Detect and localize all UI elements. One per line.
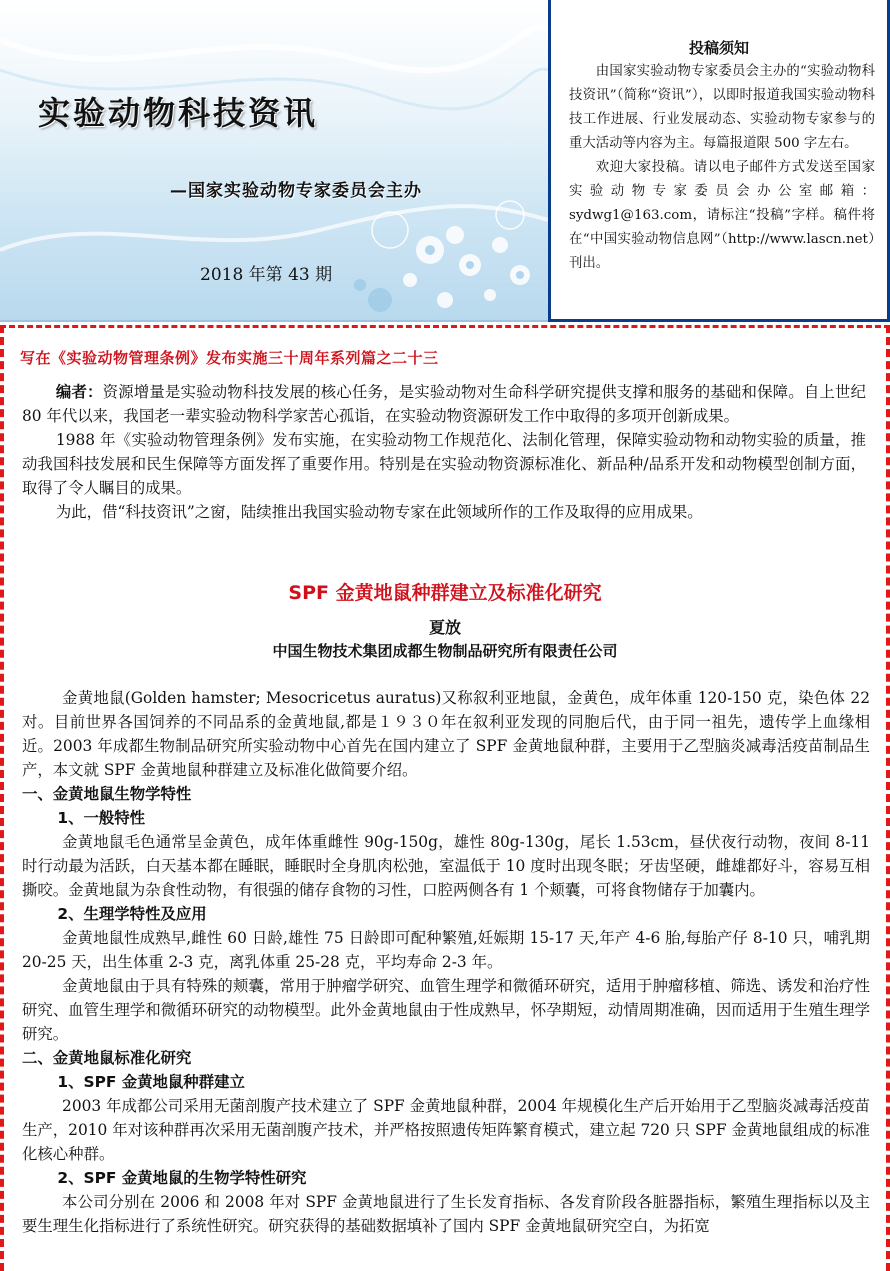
notice-paragraph: 欢迎大家投稿。请以电子邮件方式发送至国家实验动物专家委员会办公室邮箱：sydwg1@163.com，请标注“投稿”字样。稿件将在“中国实验动物信息网”（http://www.lascn.net）刊出。 (569, 160, 875, 271)
subsection-heading: 1、一般特性 (57, 809, 146, 827)
notice-paragraph: 由国家实验动物专家委员会主办的“实验动物科技资讯”（简称“资讯”），以即时报道我国实验动物科技工作进展、行业发展动态、实验动物专家参与的重大活动等内容为主。每篇报道限 500 字左右。 (569, 64, 875, 151)
article-title: SPF 金黄地鼠种群建立及标准化研究 (288, 582, 602, 604)
article-author: 夏放 (428, 618, 461, 637)
editor-note (22, 380, 866, 524)
article-paragraph: 金黄地鼠由于具有特殊的颊囊，常用于肿瘤学研究、血管生理学和微循环研究，适用于肿瘤移植、筛选、诱发和治疗性研究、血管生理学和微循环研究的动物模型。此外金黄地鼠由于性成熟早，怀孕期短，动情周期准确，因而适用于生殖生理学研究。 (22, 977, 870, 1043)
notice-heading: 投稿须知 (688, 39, 749, 57)
article-paragraph: 金黄地鼠毛色通常呈金黄色，成年体重雌性 90g-150g，雄性 80g-130g，尾长 1.53cm，昼伏夜行动物，夜间 8-11 时行动最为活跃，白天基本都在睡眠，睡眠时全身肌肉松弛，室温低于 10 度时出现冬眠；牙齿坚硬，雌雄都好斗，容易互相撕咬。金黄地鼠为杂食性动物，有很强的储存食物的习性，口腔两侧各有 1 个颊囊，可将食物储存于加囊内。 (22, 833, 870, 899)
notice-body (569, 60, 875, 276)
editor-paragraph (22, 380, 866, 428)
editor-paragraph: 1988 年《实验动物管理条例》发布实施，在实验动物工作规范化、法制化管理，保障实验动物和动物实验的质量，推动我国科技发展和民生保障等方面发挥了重要作用。特别是在实验动物资源标准化、新品种/品系开发和动物模型创制方面，取得了令人瞩目的成果。 (22, 431, 866, 497)
section-heading: 一、金黄地鼠生物学特性 (22, 785, 192, 803)
article-paragraph: 2003 年成都公司采用无菌剖腹产技术建立了 SPF 金黄地鼠种群，2004 年规模化生产后开始用于乙型脑炎减毒活疫苗生产，2010 年对该种群再次采用无菌剖腹产技术，并严格按照遗传矩阵繁育模式，建立起 720 只 SPF 金黄地鼠组成的标准化核心种群。 (22, 1097, 870, 1163)
section-heading: 二、金黄地鼠标准化研究 (22, 1049, 192, 1067)
header-banner (0, 0, 548, 322)
article-body (22, 686, 870, 1238)
subsection-heading: 2、生理学特性及应用 (57, 905, 207, 923)
publication-title: 实验动物科技资讯 (38, 94, 319, 132)
article-paragraph: 金黄地鼠性成熟早,雌性 60 日龄,雄性 75 日龄即可配种繁殖,妊娠期 15-17 天,年产 4-6 胎,每胎产仔 8-10 只，哺乳期 20-25 天，出生体重 2-3 克，离乳体重 25-28 克，平均寿命 2-3 年。 (22, 929, 870, 971)
subsection-heading: 2、SPF 金黄地鼠的生物学特性研究 (57, 1169, 307, 1187)
subsection-heading: 1、SPF 金黄地鼠种群建立 (57, 1073, 245, 1091)
article-affiliation: 中国生物技术集团成都生物制品研究所有限责任公司 (272, 642, 618, 660)
editor-text: 资源增量是实验动物科技发展的核心任务，是实验动物对生命科学研究提供支撑和服务的基础和保障。自上世纪 80 年代以来，我国老一辈实验动物科学家苦心孤诣，在实验动物资源研发工作中取得的多项开创新成果。 (22, 383, 866, 425)
submission-notice-box (548, 0, 890, 322)
editor-paragraph: 为此，借“科技资讯”之窗，陆续推出我国实验动物专家在此领域所作的工作及取得的应用成果。 (55, 503, 703, 521)
article-paragraph: 本公司分别在 2006 和 2008 年对 SPF 金黄地鼠进行了生长发育指标、各发育阶段各脏器指标，繁殖生理指标以及主要生理生化指标进行了系统性研究。研究获得的基础数据填补了国内 SPF 金黄地鼠研究空白，为拓宽 (22, 1193, 870, 1235)
publication-subtitle: —国家实验动物专家委员会主办 (170, 181, 422, 201)
article-intro: 金黄地鼠(Golden hamster; Mesocricetus auratus)又称叙利亚地鼠，金黄色，成年体重 120-150 克，染色体 22 对。目前世界各国饲养的不同品系的金黄地鼠,都是１９３０年在叙利亚发现的同胞后代，由于同一祖先，遗传学上血缘相近。2003 年成都生物制品研究所实验动物中心首先在国内建立了 SPF 金黄地鼠种群，主要用于乙型脑炎减毒活疫苗制品生产，本文就 SPF 金黄地鼠种群建立及标准化做简要介绍。 (22, 689, 870, 779)
editor-lead: 编者： (55, 383, 103, 401)
issue-number: 2018 年第 43 期 (200, 265, 333, 285)
main-content (0, 325, 890, 1271)
series-title: 写在《实验动物管理条例》发布实施三十周年系列篇之二十三 (20, 349, 439, 367)
